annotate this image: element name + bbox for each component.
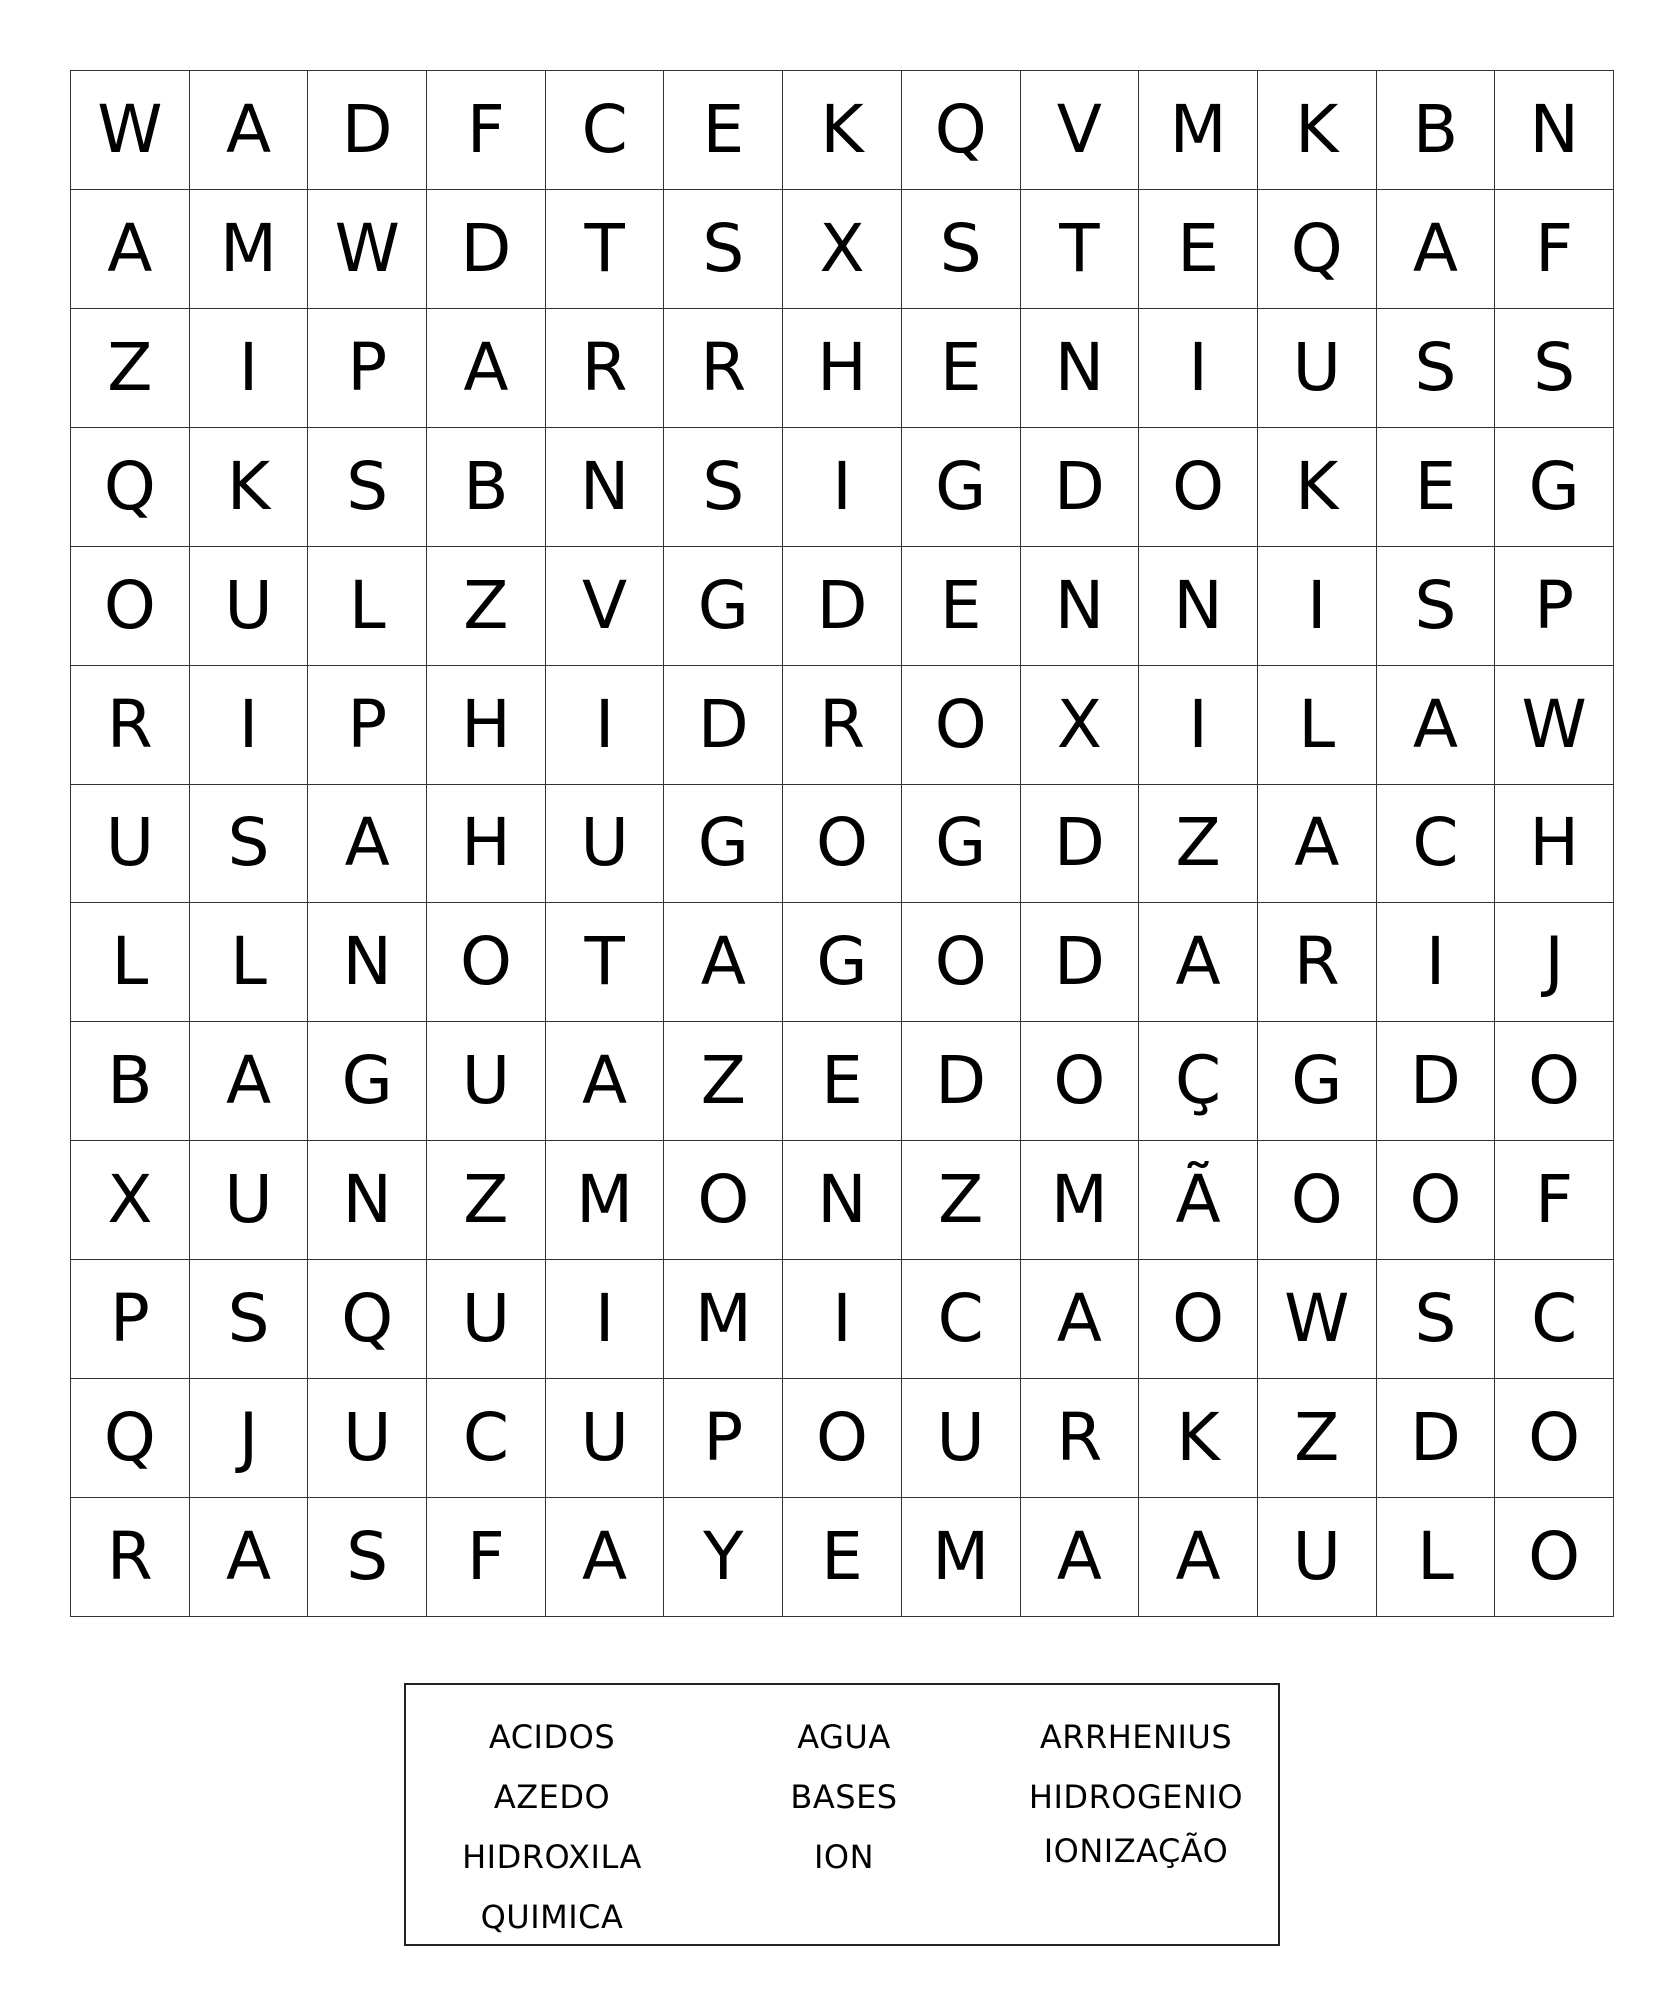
- grid-cell[interactable]: M: [1021, 1141, 1140, 1260]
- grid-cell[interactable]: E: [783, 1498, 902, 1617]
- grid-cell[interactable]: I: [190, 666, 309, 785]
- grid-cell[interactable]: Y: [664, 1498, 783, 1617]
- grid-cell[interactable]: I: [1139, 309, 1258, 428]
- grid-cell[interactable]: A: [1021, 1498, 1140, 1617]
- grid-cell[interactable]: H: [783, 309, 902, 428]
- grid-cell[interactable]: F: [427, 1498, 546, 1617]
- grid-cell[interactable]: Z: [71, 309, 190, 428]
- grid-cell[interactable]: S: [902, 190, 1021, 309]
- grid-cell[interactable]: U: [546, 785, 665, 904]
- grid-cell[interactable]: E: [1377, 428, 1496, 547]
- grid-cell[interactable]: T: [1021, 190, 1140, 309]
- grid-cell[interactable]: O: [1495, 1498, 1614, 1617]
- grid-cell[interactable]: K: [1258, 71, 1377, 190]
- grid-cell[interactable]: L: [1258, 666, 1377, 785]
- grid-cell[interactable]: I: [190, 309, 309, 428]
- word-item: HIDROGENIO: [1028, 1778, 1244, 1816]
- grid-cell[interactable]: B: [427, 428, 546, 547]
- grid-cell[interactable]: U: [427, 1260, 546, 1379]
- grid-cell[interactable]: Q: [71, 1379, 190, 1498]
- word-item: IONIZAÇÃO: [1043, 1832, 1229, 1870]
- grid-cell[interactable]: P: [1495, 547, 1614, 666]
- grid-cell[interactable]: I: [783, 1260, 902, 1379]
- grid-cell[interactable]: A: [1258, 785, 1377, 904]
- grid-cell[interactable]: O: [1139, 428, 1258, 547]
- grid-cell[interactable]: Z: [1139, 785, 1258, 904]
- grid-cell[interactable]: G: [664, 785, 783, 904]
- grid-cell[interactable]: A: [308, 785, 427, 904]
- grid-cell[interactable]: A: [190, 1498, 309, 1617]
- grid-cell[interactable]: O: [1495, 1379, 1614, 1498]
- grid-cell[interactable]: O: [1021, 1022, 1140, 1141]
- word-list-column-3: [990, 1707, 1282, 1881]
- grid-cell[interactable]: L: [1377, 1498, 1496, 1617]
- grid-cell[interactable]: E: [1139, 190, 1258, 309]
- grid-cell[interactable]: G: [902, 785, 1021, 904]
- grid-cell[interactable]: Z: [664, 1022, 783, 1141]
- grid-cell[interactable]: R: [783, 666, 902, 785]
- grid-cell[interactable]: O: [1258, 1141, 1377, 1260]
- grid-cell[interactable]: R: [664, 309, 783, 428]
- grid-cell[interactable]: Z: [902, 1141, 1021, 1260]
- grid-cell[interactable]: O: [1495, 1022, 1614, 1141]
- grid-cell[interactable]: A: [190, 71, 309, 190]
- word-list-column-1: [406, 1707, 698, 1947]
- grid-cell[interactable]: O: [71, 547, 190, 666]
- grid-cell[interactable]: A: [1377, 190, 1496, 309]
- grid-cell[interactable]: O: [783, 1379, 902, 1498]
- grid-cell[interactable]: U: [1258, 1498, 1377, 1617]
- word-list-box: [404, 1683, 1280, 1946]
- grid-cell[interactable]: G: [308, 1022, 427, 1141]
- grid-cell[interactable]: O: [902, 903, 1021, 1022]
- grid-cell[interactable]: C: [1377, 785, 1496, 904]
- grid-cell[interactable]: K: [1139, 1379, 1258, 1498]
- grid-cell[interactable]: N: [1139, 547, 1258, 666]
- grid-cell[interactable]: A: [1139, 1498, 1258, 1617]
- grid-cell[interactable]: I: [1258, 547, 1377, 666]
- grid-cell[interactable]: K: [1258, 428, 1377, 547]
- grid-cell[interactable]: Q: [1258, 190, 1377, 309]
- grid-cell[interactable]: N: [1021, 309, 1140, 428]
- grid-cell[interactable]: R: [71, 1498, 190, 1617]
- grid-cell[interactable]: G: [664, 547, 783, 666]
- grid-cell[interactable]: S: [190, 785, 309, 904]
- grid-cell[interactable]: S: [308, 1498, 427, 1617]
- grid-cell[interactable]: O: [427, 903, 546, 1022]
- grid-cell[interactable]: W: [71, 71, 190, 190]
- grid-cell[interactable]: W: [1258, 1260, 1377, 1379]
- word-item: ACIDOS: [488, 1718, 616, 1756]
- grid-cell[interactable]: C: [546, 71, 665, 190]
- grid-cell[interactable]: N: [1021, 547, 1140, 666]
- grid-cell[interactable]: B: [71, 1022, 190, 1141]
- grid-cell[interactable]: U: [190, 547, 309, 666]
- grid-cell[interactable]: M: [190, 190, 309, 309]
- grid-cell[interactable]: N: [546, 428, 665, 547]
- grid-cell[interactable]: S: [190, 1260, 309, 1379]
- grid-cell[interactable]: M: [546, 1141, 665, 1260]
- grid-cell[interactable]: Z: [427, 547, 546, 666]
- grid-cell[interactable]: S: [1377, 309, 1496, 428]
- grid-cell[interactable]: H: [427, 666, 546, 785]
- grid-cell[interactable]: F: [1495, 190, 1614, 309]
- grid-cell[interactable]: M: [1139, 71, 1258, 190]
- grid-cell[interactable]: X: [1021, 666, 1140, 785]
- grid-cell[interactable]: D: [1377, 1379, 1496, 1498]
- grid-cell[interactable]: G: [902, 428, 1021, 547]
- grid-cell[interactable]: S: [1495, 309, 1614, 428]
- grid-cell[interactable]: G: [783, 903, 902, 1022]
- grid-cell[interactable]: Ã: [1139, 1141, 1258, 1260]
- grid-cell[interactable]: P: [71, 1260, 190, 1379]
- grid-cell[interactable]: A: [546, 1022, 665, 1141]
- grid-cell[interactable]: D: [1021, 785, 1140, 904]
- grid-cell[interactable]: S: [1377, 1260, 1496, 1379]
- grid-cell[interactable]: R: [1021, 1379, 1140, 1498]
- grid-cell[interactable]: D: [783, 547, 902, 666]
- grid-cell[interactable]: O: [664, 1141, 783, 1260]
- grid-cell[interactable]: T: [546, 190, 665, 309]
- grid-cell[interactable]: G: [1495, 428, 1614, 547]
- grid-cell[interactable]: R: [1258, 903, 1377, 1022]
- grid-cell[interactable]: U: [546, 1379, 665, 1498]
- grid-cell[interactable]: F: [1495, 1141, 1614, 1260]
- grid-cell[interactable]: A: [427, 309, 546, 428]
- grid-cell[interactable]: A: [664, 903, 783, 1022]
- grid-cell[interactable]: N: [783, 1141, 902, 1260]
- grid-cell[interactable]: X: [71, 1141, 190, 1260]
- grid-cell[interactable]: I: [1139, 666, 1258, 785]
- grid-cell[interactable]: K: [190, 428, 309, 547]
- grid-cell[interactable]: C: [427, 1379, 546, 1498]
- word-item: BASES: [790, 1778, 898, 1816]
- grid-cell[interactable]: S: [664, 190, 783, 309]
- grid-cell[interactable]: Z: [1258, 1379, 1377, 1498]
- grid-cell[interactable]: A: [546, 1498, 665, 1617]
- grid-cell[interactable]: A: [1139, 903, 1258, 1022]
- grid-cell[interactable]: W: [1495, 666, 1614, 785]
- grid-cell[interactable]: B: [1377, 71, 1496, 190]
- grid-cell[interactable]: D: [427, 190, 546, 309]
- grid-cell[interactable]: K: [783, 71, 902, 190]
- grid-cell[interactable]: J: [190, 1379, 309, 1498]
- grid-cell[interactable]: U: [71, 785, 190, 904]
- grid-cell[interactable]: V: [546, 547, 665, 666]
- grid-cell[interactable]: Q: [71, 428, 190, 547]
- grid-cell[interactable]: D: [1021, 903, 1140, 1022]
- grid-cell[interactable]: T: [546, 903, 665, 1022]
- grid-cell[interactable]: E: [783, 1022, 902, 1141]
- word-item: ION: [813, 1838, 875, 1876]
- grid-cell[interactable]: G: [1258, 1022, 1377, 1141]
- word-item: ARRHENIUS: [1039, 1718, 1233, 1756]
- grid-cell[interactable]: S: [1377, 547, 1496, 666]
- grid-cell[interactable]: I: [546, 666, 665, 785]
- grid-cell[interactable]: E: [664, 71, 783, 190]
- grid-cell[interactable]: D: [308, 71, 427, 190]
- grid-cell[interactable]: F: [427, 71, 546, 190]
- grid-cell[interactable]: O: [1139, 1260, 1258, 1379]
- word-item: AGUA: [797, 1718, 891, 1756]
- grid-cell[interactable]: D: [902, 1022, 1021, 1141]
- grid-cell[interactable]: E: [902, 309, 1021, 428]
- grid-cell[interactable]: U: [427, 1022, 546, 1141]
- grid-cell[interactable]: A: [71, 190, 190, 309]
- grid-cell[interactable]: X: [783, 190, 902, 309]
- grid-cell[interactable]: S: [664, 428, 783, 547]
- grid-cell[interactable]: I: [1377, 903, 1496, 1022]
- grid-cell[interactable]: O: [1377, 1141, 1496, 1260]
- word-search-grid: [70, 70, 1614, 1617]
- grid-cell[interactable]: I: [546, 1260, 665, 1379]
- grid-cell[interactable]: N: [1495, 71, 1614, 190]
- grid-cell[interactable]: U: [1258, 309, 1377, 428]
- grid-cell[interactable]: A: [1377, 666, 1496, 785]
- grid-cell[interactable]: S: [308, 428, 427, 547]
- grid-cell[interactable]: Q: [308, 1260, 427, 1379]
- grid-cell[interactable]: P: [664, 1379, 783, 1498]
- grid-cell[interactable]: V: [1021, 71, 1140, 190]
- grid-cell[interactable]: I: [783, 428, 902, 547]
- grid-cell[interactable]: O: [902, 666, 1021, 785]
- grid-cell[interactable]: L: [308, 547, 427, 666]
- grid-cell[interactable]: U: [308, 1379, 427, 1498]
- grid-cell[interactable]: W: [308, 190, 427, 309]
- grid-cell[interactable]: L: [71, 903, 190, 1022]
- grid-cell[interactable]: D: [664, 666, 783, 785]
- grid-cell[interactable]: C: [1495, 1260, 1614, 1379]
- grid-cell[interactable]: C: [902, 1260, 1021, 1379]
- grid-cell[interactable]: D: [1377, 1022, 1496, 1141]
- grid-cell[interactable]: O: [783, 785, 902, 904]
- grid-cell[interactable]: Ç: [1139, 1022, 1258, 1141]
- grid-cell[interactable]: U: [902, 1379, 1021, 1498]
- grid-cell[interactable]: Q: [902, 71, 1021, 190]
- grid-cell[interactable]: P: [308, 666, 427, 785]
- grid-cell[interactable]: U: [190, 1141, 309, 1260]
- grid-cell[interactable]: M: [664, 1260, 783, 1379]
- grid-cell[interactable]: Z: [427, 1141, 546, 1260]
- grid-cell[interactable]: P: [308, 309, 427, 428]
- word-item: HIDROXILA: [462, 1838, 642, 1876]
- grid-cell[interactable]: N: [308, 903, 427, 1022]
- grid-cell[interactable]: R: [71, 666, 190, 785]
- grid-cell[interactable]: R: [546, 309, 665, 428]
- grid-cell[interactable]: J: [1495, 903, 1614, 1022]
- word-item: QUIMICA: [480, 1898, 624, 1936]
- grid-cell[interactable]: D: [1021, 428, 1140, 547]
- grid-cell[interactable]: A: [1021, 1260, 1140, 1379]
- grid-cell[interactable]: L: [190, 903, 309, 1022]
- grid-cell[interactable]: H: [1495, 785, 1614, 904]
- word-list-column-2: [698, 1707, 990, 1887]
- grid-cell[interactable]: H: [427, 785, 546, 904]
- grid-cell[interactable]: A: [190, 1022, 309, 1141]
- word-item: AZEDO: [493, 1778, 611, 1816]
- grid-cell[interactable]: E: [902, 547, 1021, 666]
- grid-cell[interactable]: N: [308, 1141, 427, 1260]
- grid-cell[interactable]: M: [902, 1498, 1021, 1617]
